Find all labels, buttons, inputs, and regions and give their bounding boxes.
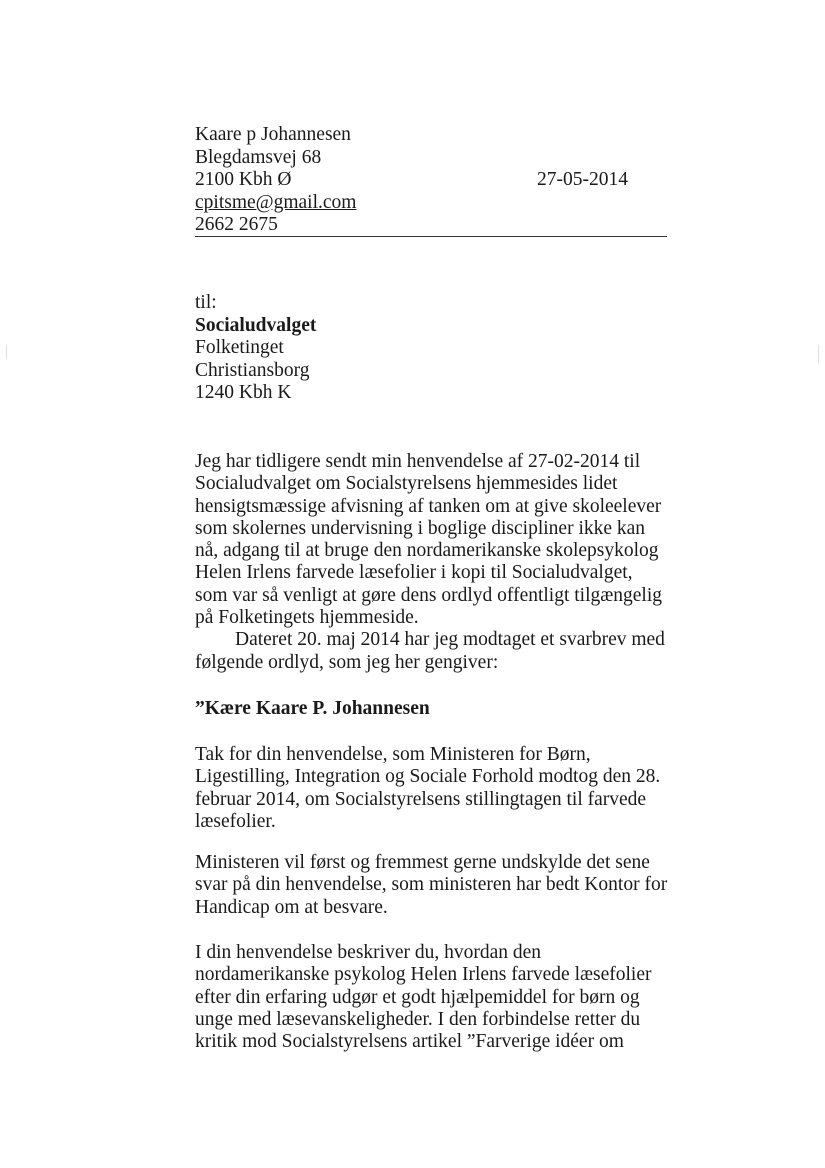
text-line: nordamerikanske psykolog Helen Irlens farvede læsefolier (195, 964, 652, 986)
recipient-committee: Socialudvalget (195, 315, 317, 336)
text-line: Jeg har tidligere sendt min henvendelse af 27-02-2014 til (195, 451, 641, 472)
intro-paragraph (195, 451, 665, 674)
text-line: nå, adgang til at bruge den nordamerikanske skolepsykolog (195, 540, 659, 562)
text-line: Ministeren vil først og fremmest gerne undskylde det sene (195, 852, 650, 873)
sender-city: 2100 Kbh Ø (195, 169, 292, 190)
recipient-prefix: til: (195, 292, 217, 313)
sender-name: Kaare p Johannesen (195, 124, 351, 145)
salutation: ”Kære Kaare P. Johannesen (195, 698, 430, 719)
text-line: læsefolier. (195, 810, 276, 832)
text-line: hensigtsmæssige afvisning af tanken om at give skoleelever (195, 495, 662, 517)
text-line: Dateret 20. maj 2014 har jeg modtaget et svarbrev med (235, 629, 665, 651)
quote-paragraph-1 (195, 744, 660, 833)
text-line: efter din erfaring udgør et godt hjælpemiddel for børn og (195, 986, 640, 1008)
sender-email[interactable]: cpitsme@gmail.com (195, 192, 357, 213)
text-line: følgende ordlyd, som jeg her gengiver: (195, 651, 499, 673)
scan-mark (6, 345, 7, 359)
sender-phone: 2662 2675 (195, 214, 278, 235)
recipient-org: Folketinget (195, 337, 284, 358)
text-line: på Folketingets hjemmeside. (195, 607, 419, 629)
text-line: kritik mod Socialstyrelsens artikel ”Farverige idéer om (195, 1031, 624, 1053)
text-line: som skolernes undervisning i boglige discipliner ikke kan (195, 517, 646, 539)
text-line: Handicap om at besvare. (195, 896, 388, 918)
quote-paragraph-3 (195, 942, 651, 1053)
text-line: Socialudvalget om Socialstyrelsens hjemmesides lidet (195, 473, 618, 495)
text-line: Tak for din henvendelse, som Ministeren for Børn, (195, 744, 591, 765)
text-line: Helen Irlens farvede læsefolier i kopi til Socialudvalget, (195, 562, 633, 584)
text-line: Ligestilling, Integration og Sociale Forhold modtog den 28. (195, 766, 661, 788)
text-line: svar på din henvendelse, som ministeren har bedt Kontor for (195, 874, 668, 896)
text-line: I din henvendelse beskriver du, hvordan den (195, 942, 542, 963)
sender-street: Blegdamsvej 68 (195, 147, 322, 168)
text-line: som var så venligt at gøre dens ordlyd offentligt tilgængelig (195, 584, 663, 606)
scan-mark (818, 345, 819, 363)
header-divider (195, 236, 667, 237)
quote-paragraph-2 (195, 852, 667, 919)
recipient-city: 1240 Kbh K (195, 382, 292, 403)
text-line: unge med læsevanskeligheder. I den forbindelse retter du (195, 1008, 641, 1030)
recipient-building: Christiansborg (195, 360, 310, 381)
text-line: februar 2014, om Socialstyrelsens stillingtagen til farvede (195, 788, 647, 810)
letter-date: 27-05-2014 (537, 169, 628, 190)
